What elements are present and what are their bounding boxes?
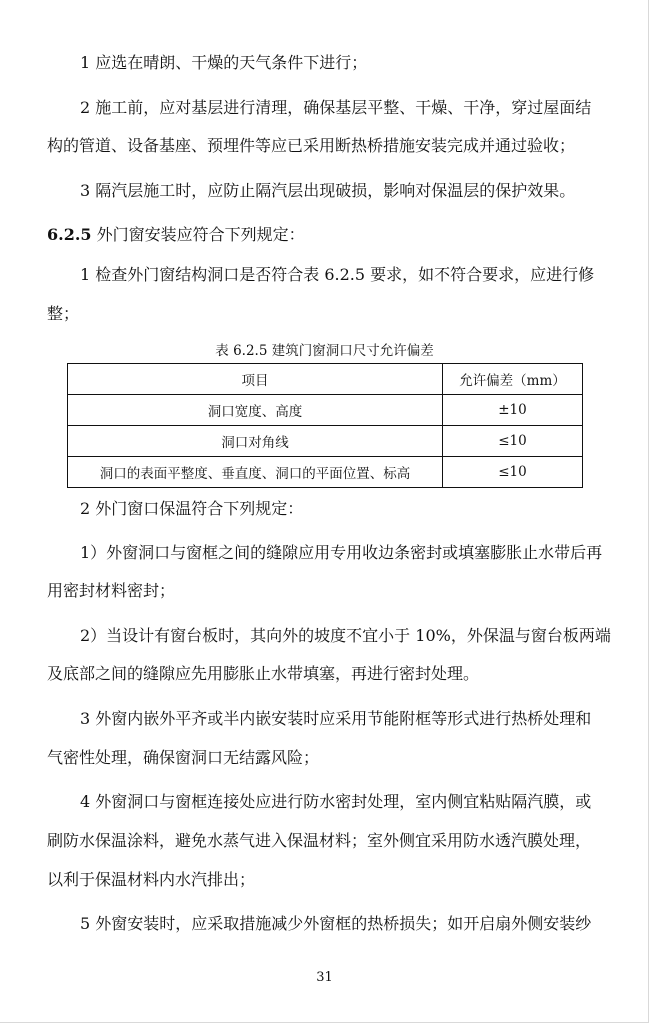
paragraph-sub-1-cont: 用密封材料密封； [47,581,176,600]
paragraph-sub-2: 2）当设计有窗台板时，其向外的坡度不宜小于 10%，外保温与窗台板两端 [80,626,611,645]
paragraph-insulation: 2 外门窗口保温符合下列规定： [80,499,304,518]
paragraph-item-1: 1 应选在晴朗、干燥的天气条件下进行； [80,53,368,72]
paragraph-item-3b-cont: 气密性处理，确保窗洞口无结露风险； [47,748,320,767]
paragraph-sub-2-cont: 及底部之间的缝隙应先用膨胀止水带填塞，再进行密封处理。 [47,664,480,683]
paragraph-item-5: 5 外窗安装时，应采取措施减少外窗框的热桥损失；如开启扇外侧安装纱 [80,914,592,933]
deviation-table [67,363,583,488]
paragraph-item-4-cont-1: 刷防水保温涂料，避免水蒸气进入保温材料；室外侧宜采用防水透汽膜处理， [47,831,592,850]
paragraph-item-4-cont-2: 以利于保温材料内水汽排出； [47,870,256,889]
table-row [68,457,583,488]
table-caption: 表 6.2.5 建筑门窗洞口尺寸允许偏差 [215,343,434,359]
table-header-cell: 允许偏差（mm） [443,364,583,395]
table-row [68,426,583,457]
table-header-row [68,364,583,395]
paragraph-item-4: 4 外窗洞口与窗框连接处应进行防水密封处理，室内侧宜粘贴隔汽膜，或 [80,792,592,811]
table-row [68,395,583,426]
table-header-cell: 项目 [68,364,443,395]
paragraph-item-2-cont: 构的管道、设备基座、预埋件等应已采用断热桥措施安装完成并通过验收； [47,136,576,155]
paragraph-check-cont: 整； [47,304,80,323]
table-cell: ±10 [443,395,583,426]
paragraph-sub-1: 1）外窗洞口与窗框之间的缝隙应用专用收边条密封或填塞膨胀止水带后再 [80,543,603,562]
table-cell: 洞口宽度、高度 [68,395,443,426]
section-heading [47,222,305,245]
table-cell: ≤10 [443,457,583,488]
table-cell: ≤10 [443,426,583,457]
paragraph-item-3b: 3 外窗内嵌外平齐或半内嵌安装时应采用节能附框等形式进行热桥处理和 [80,709,592,728]
section-text: 外门窗安装应符合下列规定： [96,225,305,244]
paragraph-item-3: 3 隔汽层施工时，应防止隔汽层出现破损，影响对保温层的保护效果。 [80,181,576,200]
table-cell: 洞口对角线 [68,426,443,457]
paragraph-check: 1 检查外门窗结构洞口是否符合表 6.2.5 要求，如不符合要求，应进行修 [80,265,595,284]
paragraph-item-2: 2 施工前，应对基层进行清理，确保基层平整、干燥、干净，穿过屋面结 [80,98,592,117]
page-number: 31 [316,970,333,985]
section-number: 6.2.5 [47,225,92,244]
table-cell: 洞口的表面平整度、垂直度、洞口的平面位置、标高 [68,457,443,488]
